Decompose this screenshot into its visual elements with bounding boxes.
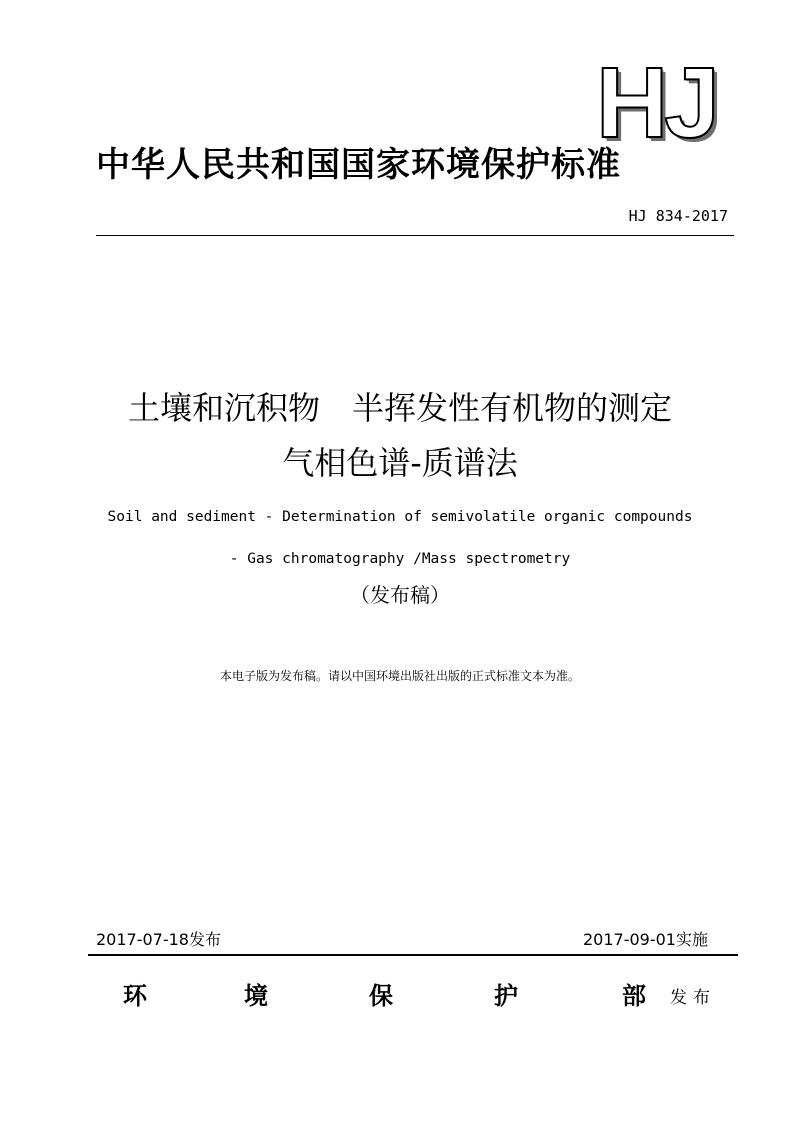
footer-divider: [88, 954, 738, 956]
implementation-date: 2017-09-01实施: [583, 930, 708, 949]
issuer-char-3: 保: [369, 981, 393, 1010]
english-title-line-2: - Gas chromatography /Mass spectrometry: [229, 551, 571, 567]
draft-label: （发布稿）: [350, 583, 450, 607]
english-title-line-1: Soil and sediment - Determination of semivolatile organic compounds: [107, 509, 693, 525]
issuer-char-1: 环: [123, 981, 147, 1010]
edition-notice: 本电子版为发布稿。请以中国环境出版社出版的正式标准文本为准。: [219, 669, 580, 683]
issuer-char-4: 护: [494, 981, 518, 1010]
standard-number: HJ 834-2017: [628, 207, 728, 225]
hj-logo: HJ: [596, 47, 716, 159]
header-divider: [96, 235, 734, 236]
release-date: 2017-07-18发布: [96, 930, 221, 949]
issuer-char-5: 部: [622, 981, 646, 1010]
issue-word: 发布: [670, 988, 716, 1008]
organization-title: 中华人民共和国国家环境保护标准: [96, 145, 621, 185]
issuer-char-2: 境: [244, 981, 268, 1010]
chinese-title-line-2: 气相色谱-质谱法: [282, 444, 518, 482]
chinese-title-line-1: 土壤和沉积物 半挥发性有机物的测定: [127, 389, 672, 427]
